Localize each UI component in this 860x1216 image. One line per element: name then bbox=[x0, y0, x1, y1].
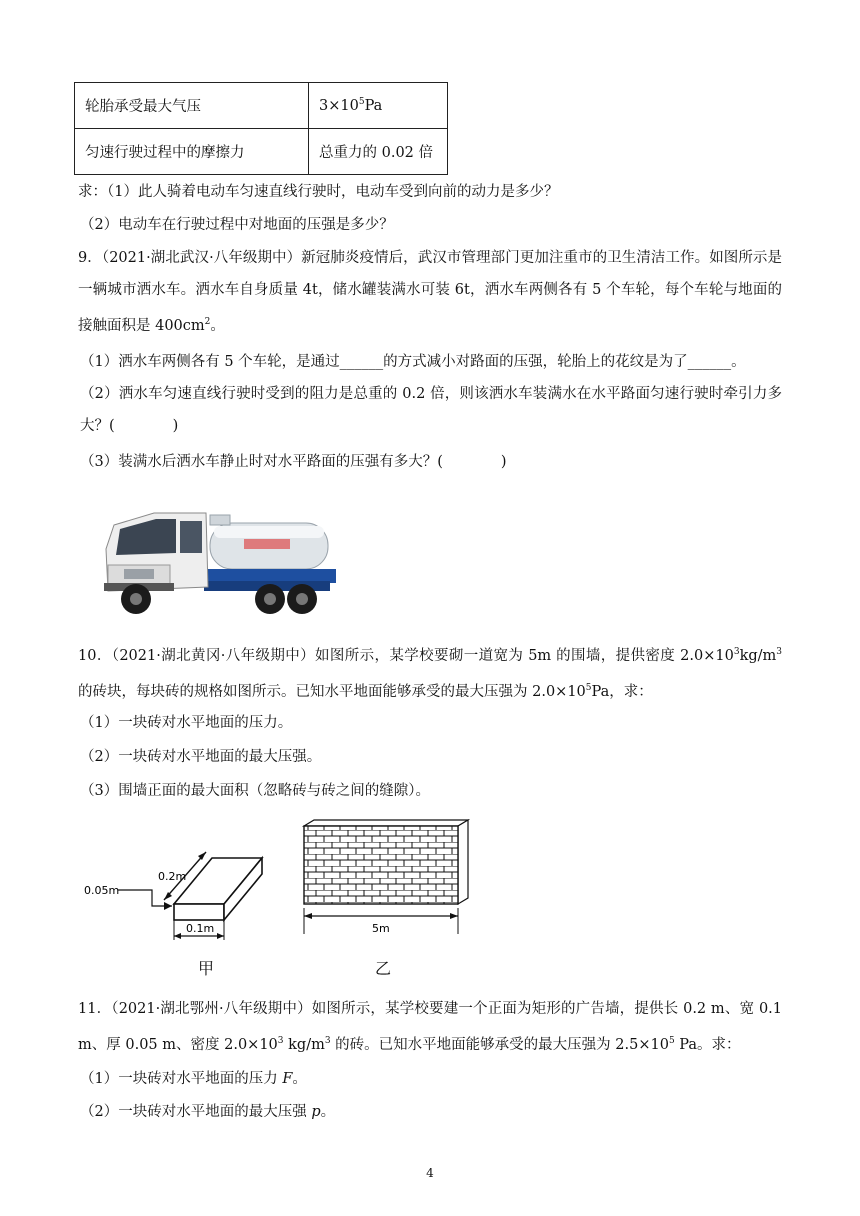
q8-ask-1: 求：（1）此人骑着电动车匀速直线行驶时，电动车受到向前的动力是多少？ bbox=[78, 184, 559, 200]
figure-b-caption: 乙 bbox=[375, 959, 392, 978]
table-cell-value: 总重力的 0.02 倍 bbox=[309, 129, 448, 175]
table-cell-label: 匀速行驶过程中的摩擦力 bbox=[75, 129, 309, 175]
q10-sub-2: （2）一块砖对水平地面的最大压强。 bbox=[80, 749, 322, 765]
q9-sub-3: （3）装满水后洒水车静止时对水平路面的压强有多大？( ) bbox=[80, 454, 507, 470]
brick-dimension-figure bbox=[78, 830, 278, 946]
q11-sub-2: （2）一块砖对水平地面的最大压强 p。 bbox=[80, 1104, 336, 1120]
table-cell-value: $3\times 10^5Pa$ bbox=[309, 83, 448, 129]
water-truck-illustration bbox=[94, 495, 344, 621]
figure-a-caption: 甲 bbox=[198, 959, 215, 978]
spec-table bbox=[74, 82, 448, 175]
brick-height-label: 0.05m bbox=[84, 884, 120, 897]
table-cell-label: 轮胎承受最大气压 bbox=[75, 83, 309, 129]
q9-sub-1: （1）洒水车两侧各有 5 个车轮，是通过______的方式减小对路面的压强，轮胎上的花纹是为了______。 bbox=[80, 354, 746, 370]
q9-sub-2: （2）洒水车匀速直线行驶时受到的阻力是总重的 0.2 倍，则该洒水车装满水在水平路面匀速行驶时牵引力多大？( ) bbox=[80, 386, 782, 434]
q10-sub-3: （3）围墙正面的最大面积（忽略砖与砖之间的缝隙）。 bbox=[80, 783, 430, 799]
brick-depth-label: 0.2m bbox=[158, 870, 187, 883]
q10-sub-1: （1）一块砖对水平地面的压力。 bbox=[80, 715, 293, 731]
q11-stem: 11．（2021·湖北鄂州·八年级期中）如图所示，某学校要建一个正面为矩形的广告墙，提供长 0.2 m、宽 0.1 m、厚 0.05 m、密度 $2.0\times 10^3$ $kg/m^3$ 的砖。已知水平地面能够承受的最大压强为 $2.5\times 10^5$ Pa。求： bbox=[78, 1001, 782, 1053]
table-row bbox=[75, 129, 448, 175]
page-number: 4 bbox=[426, 1166, 434, 1180]
q8-ask-2: （2）电动车在行驶过程中对地面的压强是多少？ bbox=[80, 217, 394, 233]
table-row bbox=[75, 83, 448, 129]
q10-stem: 10．（2021·湖北黄冈·八年级期中）如图所示，某学校要砌一道宽为 5m 的围墙，提供密度 $2.0\times 10^3kg/m^3$ 的砖块，每块砖的规格如图所示。已知水平地面能够承受的最大压强为 $2.0\times 10^5Pa$，求： bbox=[78, 647, 782, 700]
brick-width-label: 0.1m bbox=[186, 922, 215, 935]
wall-width-label: 5m bbox=[372, 922, 390, 935]
brick-wall-figure bbox=[296, 818, 478, 946]
q11-sub-1: （1）一块砖对水平地面的压力 F。 bbox=[80, 1071, 307, 1087]
q9-stem: 9．（2021·湖北武汉·八年级期中）新冠肺炎疫情后，武汉市管理部门更加注重市的卫生清洁工作。如图所示是一辆城市洒水车。洒水车自身质量 4t，储水罐装满水可装 6t，洒水车两侧各有 5 个车轮，每个车轮与地面的接触面积是 $400cm^2$。 bbox=[78, 250, 782, 334]
